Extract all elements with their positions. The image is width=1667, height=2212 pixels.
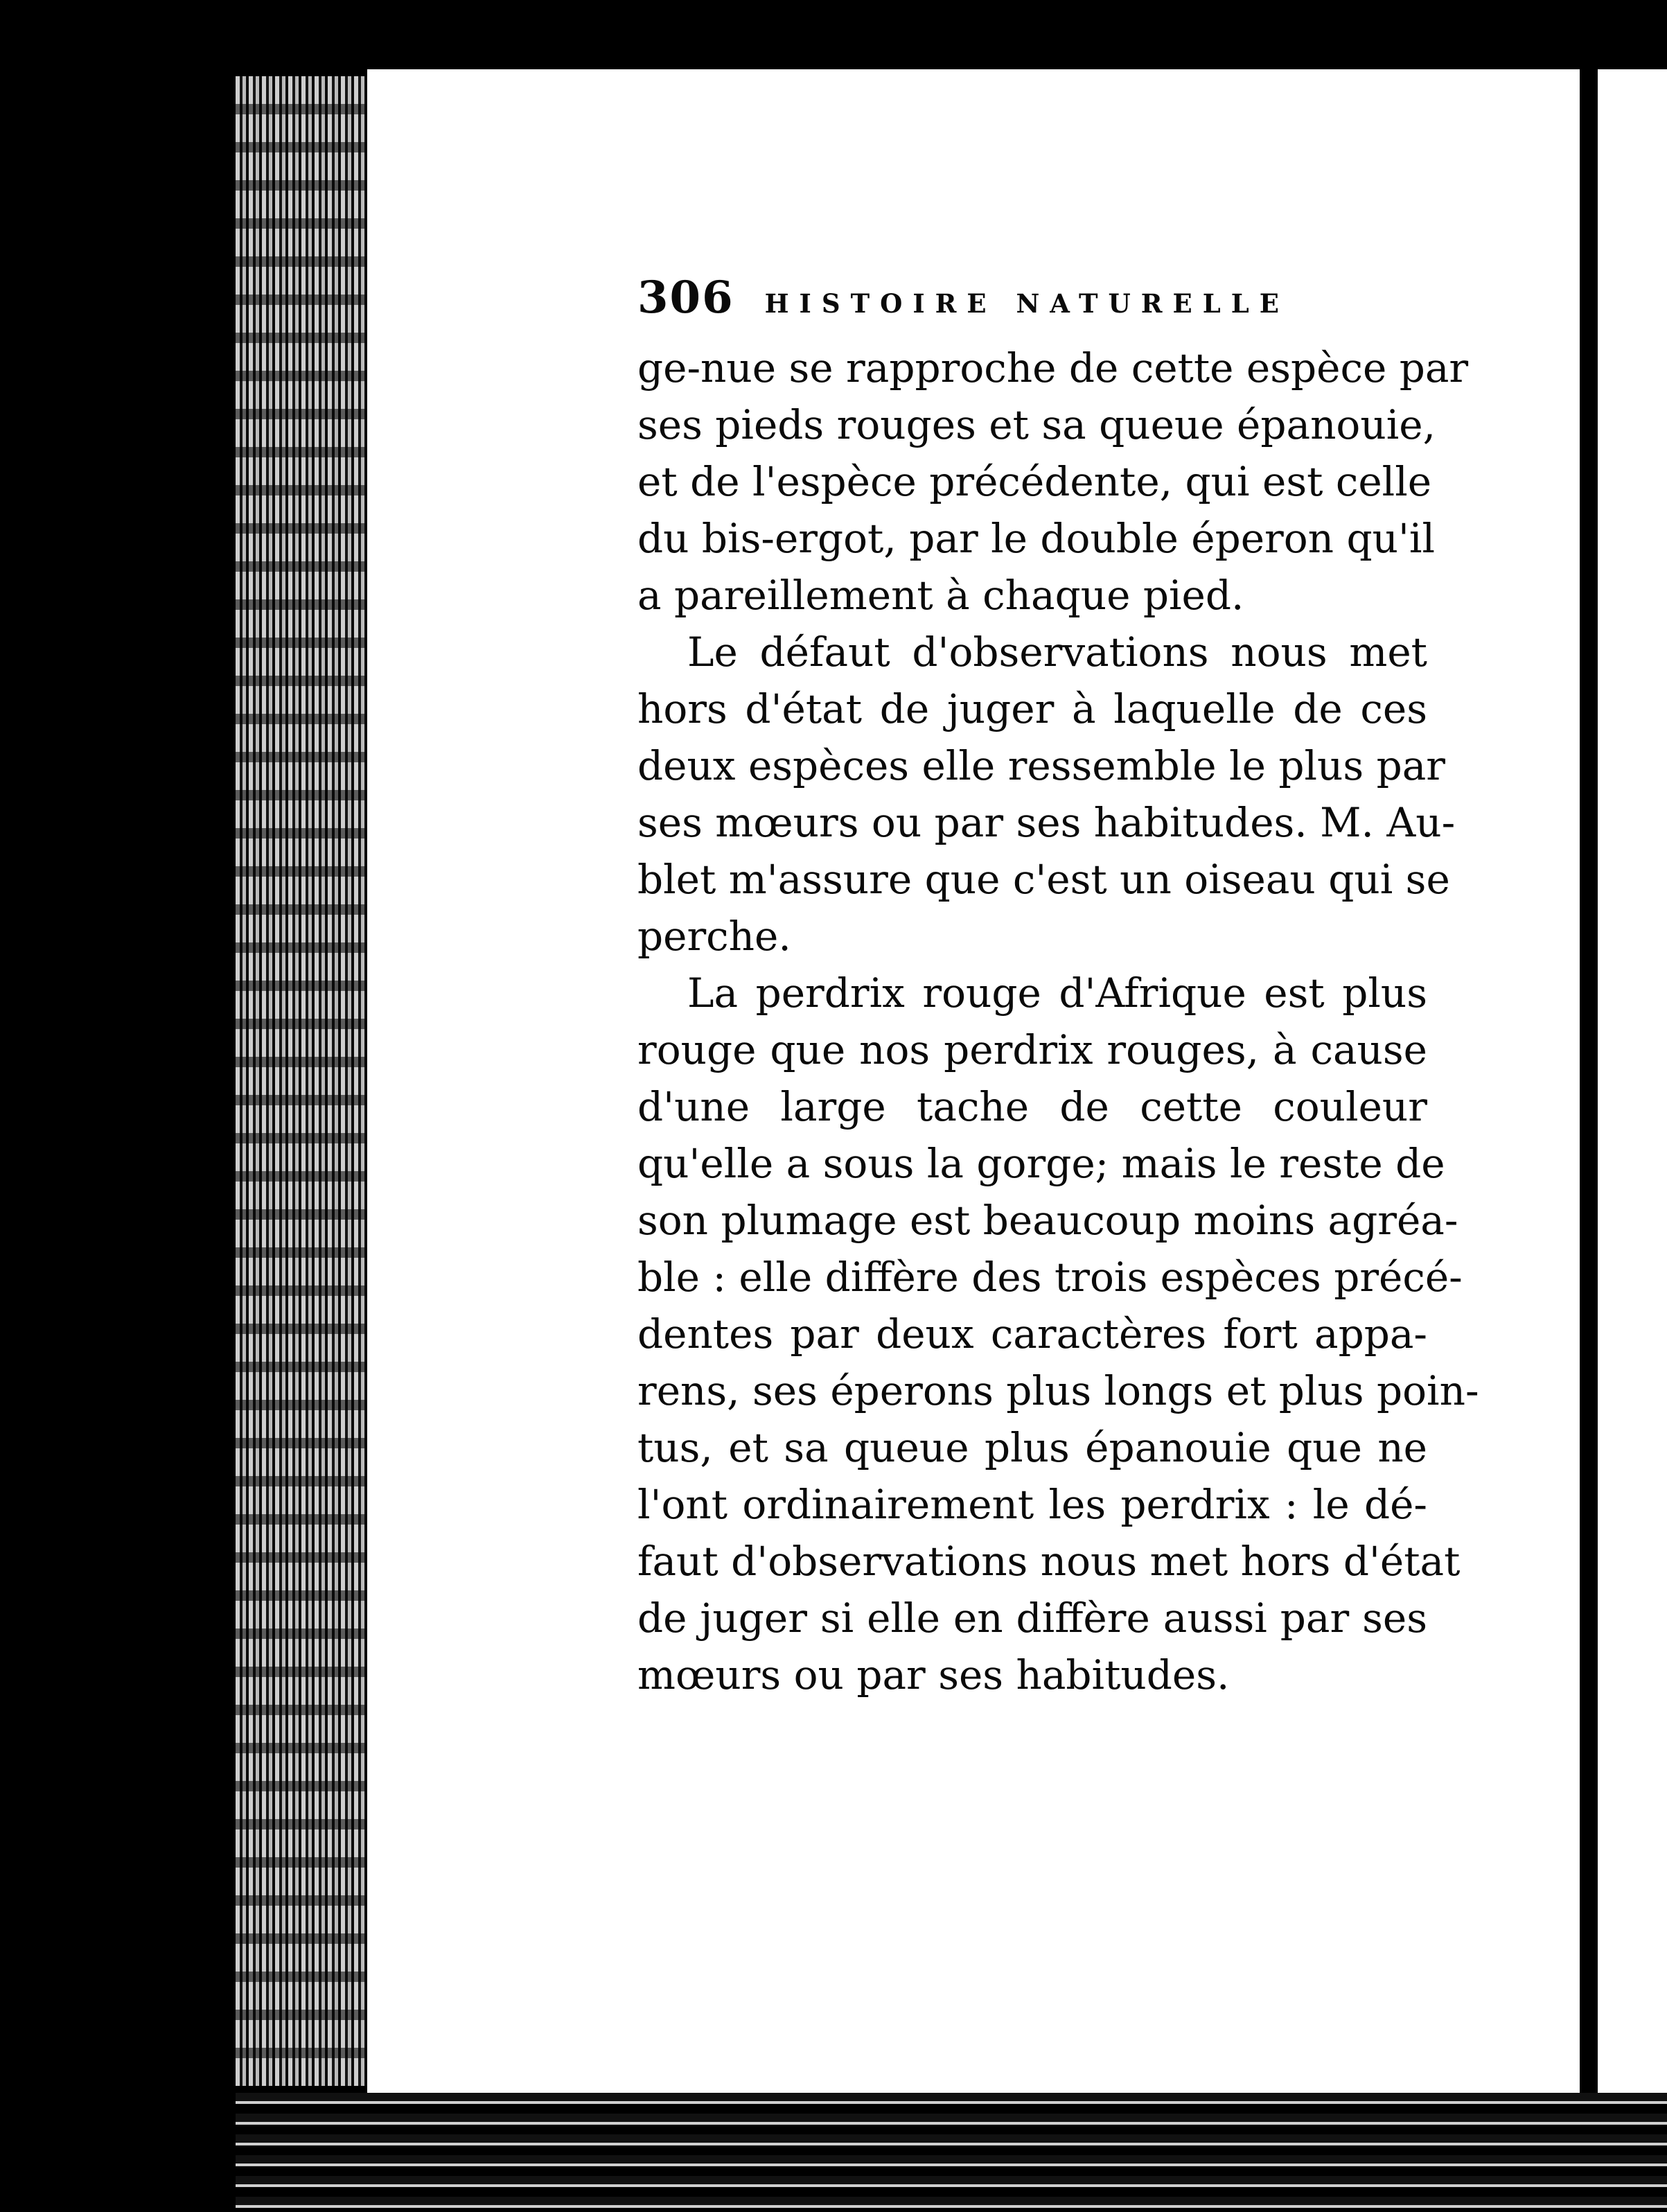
text-line: dentes par deux caractères fort appa- [637, 1310, 1427, 1358]
text-line: ses pieds rouges et sa queue épanouie, [637, 401, 1436, 448]
running-head [637, 272, 1427, 335]
page-number: 306 [637, 272, 734, 324]
text-line: du bis-ergot, par le double éperon qu'il [637, 515, 1435, 562]
text-line: faut d'observations nous met hors d'état [637, 1538, 1461, 1585]
text-line: hors d'état de juger à laquelle de ces [637, 685, 1427, 732]
text-line: ses mœurs ou par ses habitudes. M. Au- [637, 799, 1456, 846]
page-edges [236, 76, 374, 2086]
paragraph [637, 340, 1469, 624]
text-line: La perdrix rouge d'Afrique est plus [687, 969, 1427, 1017]
paragraph [637, 624, 1456, 965]
gutter-shadow [1580, 69, 1598, 2093]
body-text [637, 340, 1479, 1703]
text-line: deux espèces elle ressemble le plus par [637, 742, 1446, 789]
text-line: a pareillement à chaque pied. [637, 572, 1244, 619]
text-line: son plumage est beaucoup moins agréa- [637, 1197, 1458, 1244]
text-line: rens, ses éperons plus longs et plus poin- [637, 1367, 1479, 1414]
text-line: rouge que nos perdrix rouges, à cause [637, 1026, 1427, 1073]
text-line: ge-nue se rapproche de cette espèce par [637, 344, 1469, 392]
facing-page-margin [1598, 69, 1667, 2093]
text-line: ble : elle diffère des trois espèces précé- [637, 1254, 1463, 1301]
running-title: HISTOIRE NATURELLE [764, 288, 1289, 319]
text-line: l'ont ordinairement les perdrix : le dé- [637, 1481, 1427, 1528]
paragraph [637, 965, 1479, 1703]
bottom-page-edge [236, 2093, 1667, 2212]
text-line: et de l'espèce précédente, qui est celle [637, 458, 1432, 505]
text-line: blet m'assure que c'est un oiseau qui se [637, 856, 1450, 903]
text-line: mœurs ou par ses habitudes. [637, 1651, 1230, 1698]
text-line: perche. [637, 913, 791, 960]
text-block [637, 272, 1479, 1703]
text-line: Le défaut d'observations nous met [687, 629, 1427, 676]
text-line: qu'elle a sous la gorge; mais le reste de [637, 1140, 1445, 1187]
text-line: tus, et sa queue plus épanouie que ne [637, 1424, 1427, 1471]
text-line: de juger si elle en diffère aussi par ses [637, 1595, 1427, 1642]
text-line: d'une large tache de cette couleur [637, 1083, 1427, 1130]
